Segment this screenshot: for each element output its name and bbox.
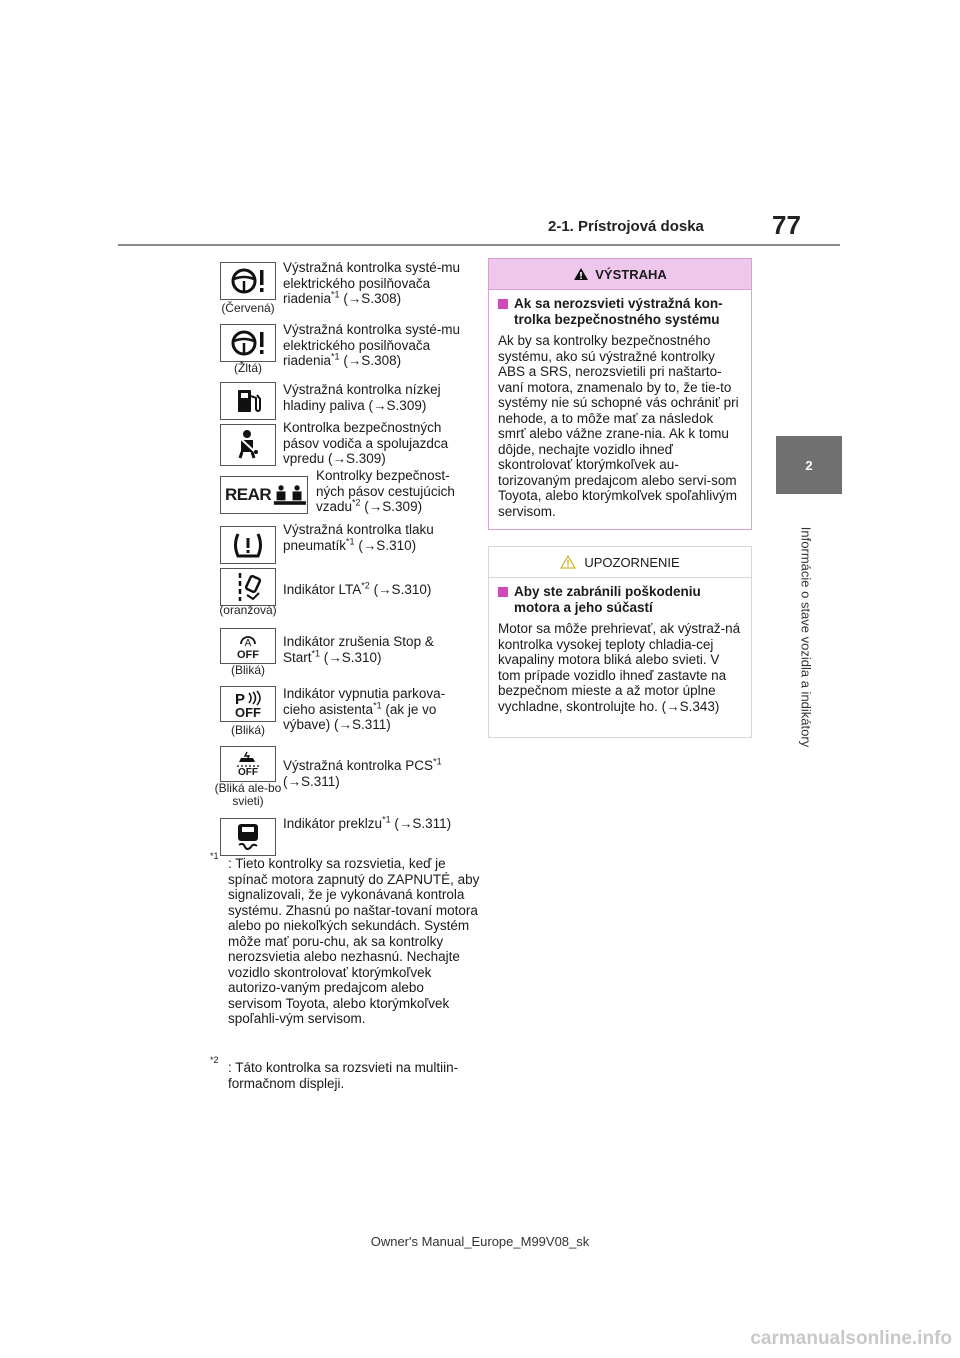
footnote-text: : Tieto kontrolky sa rozsvietia, keď je spínač motora zapnutý do ZAPNUTÉ, aby signalizovali, že je vykonávaná kontrola systému. Zhasnú po naštar-tovaní motora alebo po niekoľkých sekundách. Systém môže mať poru-chu, ak sa kontrolky nerozsvietia alebo nezhasnú. Nechajte vozidlo skontrolovať ktorýmkoľvek autorizo-vaným predajcom alebo servisom Toyota, alebo ktorýmkoľvek spoľahli-vým servisom.: [228, 856, 480, 1026]
indicator-caption: (Červená): [221, 301, 275, 315]
indicator-row-eps-red: [216, 258, 476, 320]
indicator-caption: (Bliká): [230, 663, 265, 677]
indicator-caption: (Žltá): [234, 361, 262, 375]
warning-box-text: Ak by sa kontrolky bezpečnostného systému, ako sú výstražné kontrolky ABS a SRS, nerozsvietili pri naštarto-vaní motora, znamenalo by to, že tie-to systémy nie sú schopné vás ochrániť pri nehode, a to môže mať za následok smrť alebo vážne zrane-nia. Ak k tomu dôjde, nechajte vozidlo ihneď skontrolovať ktorýmkoľvek au-torizovaným predajcom alebo servi-som Toyota, alebo ktorýmkoľvek spoľahlivým servisom.: [498, 333, 739, 519]
page-number: 77: [772, 210, 801, 240]
indicator-row-seatbelt-rear: [216, 470, 476, 522]
warning-box-body: [489, 290, 751, 529]
watermark[interactable]: carmanualsonline.info: [750, 1328, 952, 1349]
indicator-row-stop-start: [216, 626, 476, 686]
warning-heading: VÝSTRAHA: [595, 266, 667, 282]
header-divider: [118, 244, 840, 246]
footnote-1: *1 : Tieto kontrolky sa rozsvietia, keď je spínač motora zapnutý do ZAPNUTÉ, aby signalizovali, že je vykonávaná kontrola systému. Zhasnú po naštar-tovaní motora alebo po niekoľkých sekundách. Systém môže mať poru-chu, ak sa kontrolky nerozsvietia alebo nezhasnú. Nechajte vozidlo skontrolovať ktorýmkoľvek autorizo-vaným predajcom alebo servisom Toyota, alebo ktorýmkoľvek spoľahli-vým servisom.: [210, 851, 480, 1026]
tire-pressure-icon: [220, 526, 276, 564]
caution-heading: UPOZORNENIE: [584, 554, 680, 570]
indicator-description: Výstražná kontrolka tlaku pneumatík$^{*1}$ (→S.310): [283, 522, 434, 553]
indicator-description: Indikátor vypnutia parkova-cieho asistenta$^{*1}$ (ak je vo výbave) (→S.311): [283, 686, 446, 732]
indicator-description: Výstražná kontrolka PCS$^{*1}$ (→S.311): [283, 756, 442, 789]
indicator-row-fuel: [216, 380, 476, 422]
indicator-row-parking-assist: [216, 684, 476, 744]
indicator-description: Výstražná kontrolka systé-mu elektrického posilňovača riadenia$^{*1}$ (→S.308): [283, 260, 461, 306]
pcs-off-icon: [220, 746, 276, 782]
indicator-description: Výstražná kontrolka nízkej hladiny paliva (→S.309): [283, 382, 441, 413]
warning-box-header: [489, 259, 751, 290]
indicator-row-lta: [216, 566, 476, 626]
caution-triangle-icon: [560, 555, 576, 569]
warning-box-title: Ak sa nerozsvieti výstražná kon-trolka bezpečnostného systému: [498, 296, 743, 327]
warning-triangle-icon: [573, 267, 589, 281]
caution-box-header: [489, 547, 751, 578]
indicator-row-eps-yellow: [216, 320, 476, 380]
svg-text:A: A: [244, 637, 252, 649]
footnote-text: : Táto kontrolka sa rozsvieti na multiin-formačnom displeji.: [228, 1060, 459, 1091]
indicator-row-seatbelt-front: [216, 420, 476, 470]
chapter-title-vertical: [796, 505, 816, 769]
indicator-description: Kontrolky bezpečnost-ných pásov cestujúcich vzadu$^{*2}$ (→S.309): [316, 468, 455, 514]
indicator-description: Výstražná kontrolka systé-mu elektrického posilňovača riadenia$^{*1}$ (→S.308): [283, 322, 461, 368]
caution-box-body: [489, 578, 751, 724]
lane-trace-icon: [220, 568, 276, 606]
bullet-square-icon: [498, 587, 508, 597]
parking-assist-off-icon: [220, 686, 276, 722]
fuel-pump-icon: [220, 382, 276, 420]
indicator-description: Indikátor preklzu$^{*1}$ (→S.311): [283, 814, 452, 831]
caution-box: [488, 546, 752, 738]
stop-start-off-icon: [220, 628, 276, 664]
chapter-tab[interactable]: 2: [776, 436, 842, 494]
indicator-row-tire-pressure: [216, 522, 476, 566]
chapter-title: Informácie o stave vozidla a indikátory: [798, 526, 814, 748]
indicator-description: Indikátor zrušenia Stop & Start$^{*1}$ (→S.310): [283, 634, 434, 665]
off-label: OFF: [238, 767, 258, 778]
seatbelt-person-icon: [220, 424, 276, 466]
indicator-caption: (Bliká): [230, 723, 265, 737]
off-label: OFF: [235, 704, 261, 720]
footer-text: Owner's Manual_Europe_M99V08_sk: [370, 1234, 590, 1249]
indicator-caption: (Bliká ale-bo svieti): [214, 781, 282, 808]
svg-text:P: P: [235, 690, 246, 706]
indicator-description: Kontrolka bezpečnostných pásov vodiča a spolujazdca vpredu (→S.309): [283, 420, 449, 466]
section-title: 2-1. Prístrojová doska: [548, 218, 704, 235]
steering-exclamation-icon: [220, 324, 276, 362]
steering-exclamation-icon: [220, 262, 276, 300]
off-label: OFF: [237, 648, 259, 661]
rear-label: REAR: [225, 485, 272, 504]
bullet-square-icon: [498, 299, 508, 309]
skid-indicator-icon: [220, 818, 276, 856]
caution-box-title: Aby ste zabránili poškodeniu motora a jeho súčastí: [498, 584, 743, 615]
warning-box: [488, 258, 752, 530]
indicator-row-pcs: [216, 744, 476, 814]
rear-seatbelt-icon: [220, 476, 308, 514]
caution-box-text: Motor sa môže prehrievať, ak výstraž-ná kontrolka vysokej teploty chladia-cej kvapaliny motora bliká alebo svieti. V tom prípade vozidlo ihneď zastavte na bezpečnom mieste a až motor úplne vychladne, skontrolujte ho. (→S.343): [498, 621, 741, 714]
indicator-description: Indikátor LTA$^{*2}$ (→S.310): [283, 580, 432, 597]
footnote-2: *2 : Táto kontrolka sa rozsvieti na multiin-formačnom displeji.: [210, 1060, 480, 1091]
indicator-row-skid: [216, 814, 476, 858]
indicator-caption: (oranžová): [219, 603, 277, 617]
